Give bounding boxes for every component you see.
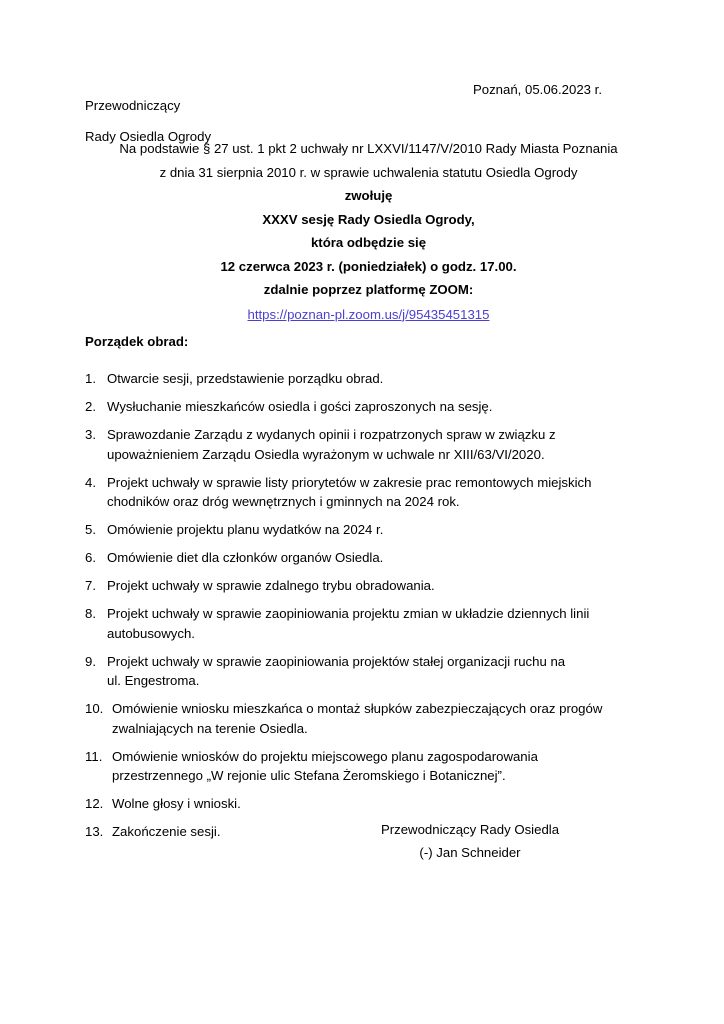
agenda-item-text [107,604,641,643]
agenda-item-text: Wysłuchanie mieszkańców osiedla i gości zaproszonych na sesję. [107,399,493,414]
session-platform: zdalnie poprzez platformę ZOOM: [263,282,474,297]
agenda-item [85,397,641,417]
agenda-item-text [112,747,641,786]
agenda-item-text [112,699,641,738]
agenda-item-number: 5. [85,522,96,537]
agenda-item-text [107,425,641,464]
agenda-item-number: 4. [85,474,96,490]
convocation-block [85,137,652,326]
agenda-item-text: Otwarcie sesji, przedstawienie porządku obrad. [107,371,384,386]
agenda-item-text: Omówienie projektu planu wydatków na 2024 r. [107,522,384,537]
session-datetime: 12 czerwca 2023 r. (poniedziałek) o godz. 17.00. [220,258,517,274]
session-title: XXXV sesję Rady Osiedla Ogrody, [262,211,475,227]
agenda-item-line: przestrzennego „W rejonie ulic Stefana Żeromskiego i Botanicznej”. [112,768,506,783]
agenda-item-line: upoważnieniem Zarządu Osiedla wyrażonym w uchwale nr XIII/63/VI/2020. [107,446,545,462]
legal-basis-line-1: Na podstawie § 27 ust. 1 pkt 2 uchwały nr LXXVI/1147/V/2010 Rady Miasta Poznania [119,141,618,156]
sender-role: Przewodniczący [85,97,181,113]
agenda-item-line: Omówienie wniosków do projektu miejscowego planu zagospodarowania [112,748,538,764]
sender-organization: Rady Osiedla Ogrody [85,128,212,144]
agenda-item-number: 10. [85,701,104,716]
zoom-meeting-link[interactable]: https://poznan-pl.zoom.us/j/95435451315 [247,306,490,322]
agenda-item-number: 6. [85,550,96,565]
agenda-item [85,794,641,814]
agenda-item-text: Wolne głosy i wnioski. [112,796,241,811]
agenda-item [85,548,641,568]
agenda-item-number: 7. [85,578,96,593]
agenda-item [85,747,641,786]
agenda-item [85,604,641,643]
agenda-item-text: Zakończenie sesji. [112,824,221,839]
agenda-item [85,520,641,540]
agenda-item-number: 1. [85,371,96,386]
agenda-item-number: 8. [85,606,96,621]
agenda-item [85,473,641,512]
agenda-item-line: Projekt uchwały w sprawie zaopiniowania projektów stałej organizacji ruchu na [107,653,566,669]
agenda-list [85,369,641,850]
agenda-item-text [107,473,641,512]
agenda-item [85,699,641,738]
convene-verb: zwołuję [344,188,393,203]
agenda-item-line: ul. Engestroma. [107,673,200,688]
agenda-item-line: Omówienie wniosku mieszkańca o montaż słupków zabezpieczających oraz progów [112,701,603,716]
agenda-item-number: 9. [85,653,96,669]
signature-role: Przewodniczący Rady Osiedla [380,822,560,837]
agenda-item-number: 2. [85,399,96,414]
agenda-item-text [107,652,641,691]
zoom-link-wrapper [85,303,652,327]
agenda-item-line: Projekt uchwały w sprawie zaopiniowania projektu zmian w układzie dziennych linii [107,606,590,621]
place-date: Poznań, 05.06.2023 r. [472,82,602,97]
agenda-item-text: Omówienie diet dla członków organów Osiedla. [107,550,384,565]
agenda-item [85,425,641,464]
signature-name: (-) Jan Schneider [419,845,521,860]
agenda-item-number: 11. [85,748,103,764]
agenda-item-line: chodników oraz dróg wewnętrznych i gminnych na 2024 rok. [107,494,460,509]
agenda-heading: Porządek obrad: [85,334,189,349]
agenda-item-number: 12. [85,796,104,811]
agenda-item-number: 13. [85,824,104,839]
agenda-item-line: Projekt uchwały w sprawie listy priorytetów w zakresie prac remontowych miejskich [107,474,592,490]
agenda-item-line: zwalniających na terenie Osiedla. [112,720,308,736]
agenda-item-number: 3. [85,427,96,442]
agenda-item [85,576,641,596]
signature-block [300,818,640,864]
agenda-item-line: Sprawozdanie Zarządu z wydanych opinii i rozpatrzonych spraw w związku z [107,427,556,442]
agenda-item-line: autobusowych. [107,625,195,641]
agenda-item-text: Projekt uchwały w sprawie zdalnego trybu obradowania. [107,578,435,593]
agenda-item [85,652,641,691]
agenda-item [85,369,641,389]
legal-basis-line-2: z dnia 31 sierpnia 2010 r. w sprawie uchwalenia statutu Osiedla Ogrody [159,164,578,180]
session-which-takes-place: która odbędzie się [310,235,427,250]
